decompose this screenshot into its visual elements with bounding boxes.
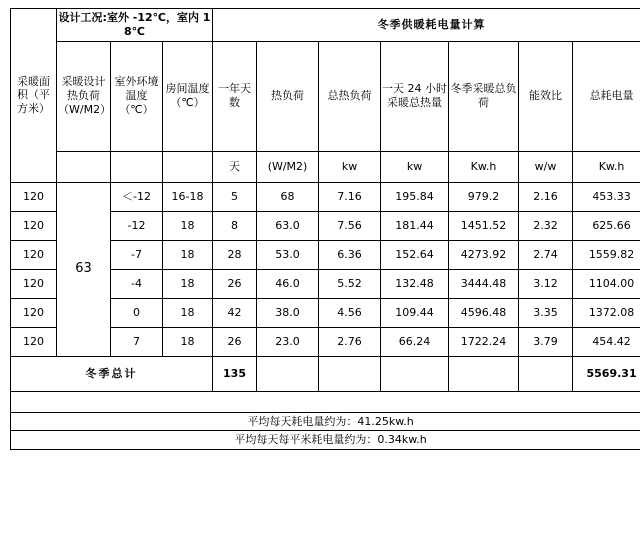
cell-cop: 3.12 <box>519 269 573 298</box>
cell-days: 5 <box>213 182 257 211</box>
cell-days: 42 <box>213 298 257 327</box>
table-row <box>11 182 640 211</box>
cell-winter-total-load: 3444.48 <box>449 269 519 298</box>
cell-outdoor-temp: -4 <box>111 269 163 298</box>
cell-daily-heat: 152.64 <box>381 240 449 269</box>
table-footnote-row <box>11 412 640 431</box>
table-summary-row <box>11 356 640 391</box>
header-heating-area: 采暖面积（平方米） <box>11 9 57 183</box>
summary-power-total: 5569.31 <box>573 356 640 391</box>
header-design-condition: 设计工况:室外 -12℃，室内 18℃ <box>57 9 213 42</box>
unit-design-load <box>57 151 111 182</box>
cell-heat-load: 63.0 <box>257 211 319 240</box>
cell-outdoor-temp: 7 <box>111 327 163 356</box>
cell-total-heat-load: 2.76 <box>319 327 381 356</box>
cell-heat-load: 23.0 <box>257 327 319 356</box>
cell-total-heat-load: 5.52 <box>319 269 381 298</box>
header-col-total-power: 总耗电量 <box>573 41 640 151</box>
unit-daily-heat: kw <box>381 151 449 182</box>
summary-blank-5 <box>519 356 573 391</box>
cell-daily-heat: 132.48 <box>381 269 449 298</box>
cell-area: 120 <box>11 327 57 356</box>
table-header-band <box>11 9 640 42</box>
cell-winter-total-load: 4596.48 <box>449 298 519 327</box>
heating-power-consumption-table <box>10 8 640 450</box>
cell-days: 26 <box>213 327 257 356</box>
header-col-total-heat-load: 总热负荷 <box>319 41 381 151</box>
cell-winter-total-load: 1451.52 <box>449 211 519 240</box>
cell-room-temp: 18 <box>163 211 213 240</box>
cell-room-temp: 18 <box>163 327 213 356</box>
table-footnote-row <box>11 431 640 450</box>
header-col-heat-load: 热负荷 <box>257 41 319 151</box>
cell-daily-heat: 195.84 <box>381 182 449 211</box>
footnote-average-daily-power-per-sqm: 平均每天每平米耗电量约为：0.34kw.h <box>11 431 640 450</box>
table-spacer-row <box>11 391 640 412</box>
cell-area: 120 <box>11 182 57 211</box>
cell-winter-total-load: 1722.24 <box>449 327 519 356</box>
spacer-cell <box>11 391 640 412</box>
unit-room-temp <box>163 151 213 182</box>
cell-total-power: 453.33 <box>573 182 640 211</box>
cell-winter-total-load: 979.2 <box>449 182 519 211</box>
cell-room-temp: 18 <box>163 240 213 269</box>
unit-total-heat-load: kw <box>319 151 381 182</box>
unit-winter-total-load: Kw.h <box>449 151 519 182</box>
cell-area: 120 <box>11 269 57 298</box>
header-col-cop: 能效比 <box>519 41 573 151</box>
summary-blank-3 <box>381 356 449 391</box>
cell-design-load: 63 <box>57 182 111 356</box>
summary-label: 冬季总计 <box>11 356 213 391</box>
cell-room-temp: 18 <box>163 269 213 298</box>
cell-heat-load: 38.0 <box>257 298 319 327</box>
unit-outdoor-temp <box>111 151 163 182</box>
cell-total-heat-load: 4.56 <box>319 298 381 327</box>
cell-total-power: 1559.82 <box>573 240 640 269</box>
cell-total-power: 1372.08 <box>573 298 640 327</box>
cell-total-power: 454.42 <box>573 327 640 356</box>
cell-total-heat-load: 6.36 <box>319 240 381 269</box>
cell-outdoor-temp: -7 <box>111 240 163 269</box>
unit-heat-load: (W/M2) <box>257 151 319 182</box>
header-col-room-temp: 房间温度（℃） <box>163 41 213 151</box>
cell-outdoor-temp: ＜-12 <box>111 182 163 211</box>
unit-cop: w/w <box>519 151 573 182</box>
cell-cop: 3.79 <box>519 327 573 356</box>
cell-room-temp: 18 <box>163 298 213 327</box>
summary-blank-4 <box>449 356 519 391</box>
unit-days: 天 <box>213 151 257 182</box>
cell-area: 120 <box>11 298 57 327</box>
cell-cop: 2.32 <box>519 211 573 240</box>
cell-heat-load: 53.0 <box>257 240 319 269</box>
cell-cop: 2.16 <box>519 182 573 211</box>
cell-days: 8 <box>213 211 257 240</box>
cell-heat-load: 68 <box>257 182 319 211</box>
summary-blank-2 <box>319 356 381 391</box>
summary-blank-1 <box>257 356 319 391</box>
cell-total-power: 1104.00 <box>573 269 640 298</box>
cell-heat-load: 46.0 <box>257 269 319 298</box>
cell-room-temp: 16-18 <box>163 182 213 211</box>
cell-daily-heat: 181.44 <box>381 211 449 240</box>
header-col-daily-heat: 一天 24 小时采暖总热量 <box>381 41 449 151</box>
cell-total-heat-load: 7.16 <box>319 182 381 211</box>
cell-daily-heat: 109.44 <box>381 298 449 327</box>
cell-outdoor-temp: 0 <box>111 298 163 327</box>
header-calc-title: 冬季供暖耗电量计算 <box>213 9 640 42</box>
cell-outdoor-temp: -12 <box>111 211 163 240</box>
header-col-winter-total-load: 冬季采暖总负荷 <box>449 41 519 151</box>
summary-days-total: 135 <box>213 356 257 391</box>
footnote-average-daily-power: 平均每天耗电量约为：41.25kw.h <box>11 412 640 431</box>
unit-total-power: Kw.h <box>573 151 640 182</box>
cell-area: 120 <box>11 240 57 269</box>
cell-total-heat-load: 7.56 <box>319 211 381 240</box>
cell-days: 26 <box>213 269 257 298</box>
table-column-headers <box>11 41 640 151</box>
header-col-design-load: 采暖设计热负荷（W/M2） <box>57 41 111 151</box>
table-units-row <box>11 151 640 182</box>
cell-winter-total-load: 4273.92 <box>449 240 519 269</box>
cell-daily-heat: 66.24 <box>381 327 449 356</box>
cell-cop: 2.74 <box>519 240 573 269</box>
cell-days: 28 <box>213 240 257 269</box>
cell-area: 120 <box>11 211 57 240</box>
cell-total-power: 625.66 <box>573 211 640 240</box>
header-col-days: 一年天数 <box>213 41 257 151</box>
cell-cop: 3.35 <box>519 298 573 327</box>
header-col-outdoor-temp: 室外环境温度（℃） <box>111 41 163 151</box>
